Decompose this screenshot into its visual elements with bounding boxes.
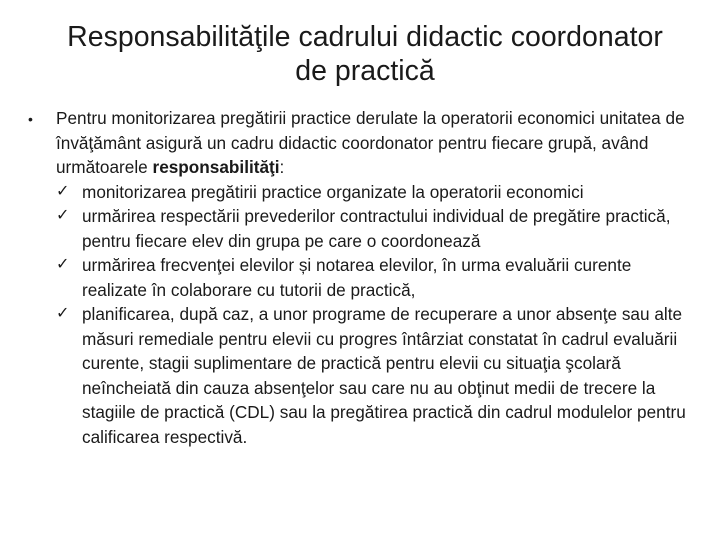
bullet-intro-text: [56, 106, 696, 180]
responsibility-item: [56, 253, 696, 302]
checkmark-icon: ✓: [56, 182, 70, 200]
responsibility-item: [56, 302, 696, 449]
responsibility-text: monitorizarea pregătirii practice organizate la operatorii economici: [82, 181, 584, 202]
slide-title: [40, 20, 690, 88]
responsibility-list: [28, 180, 696, 450]
bullet-item: [28, 106, 696, 180]
intro-text-end: :: [279, 157, 285, 177]
slide-body: [28, 106, 696, 449]
responsibility-item: [56, 180, 696, 205]
checkmark-icon: ✓: [56, 256, 70, 273]
intro-text-bold: responsabilităţi: [152, 157, 280, 177]
slide-title-line-1: Responsabilităţile cadrului didactic coordonator: [67, 21, 663, 53]
bullet-dot-icon: •: [28, 111, 33, 127]
checkmark-icon: ✓: [56, 305, 70, 322]
responsibility-text: planificarea, după caz, a unor programe de recuperare a unor absenţe sau alte măsuri remediale pentru elevii cu progres întârziat constatat în cadrul evaluării curente, stagii suplimentare de practică pentru elevii cu situaţia şcolară neîncheiată din cauza absenţelor sau care nu au obţinut medii de trecere la stagiile de practică (CDL) sau la pregătirea practică din cadrul modulelor pentru calificarea respectivă.: [82, 304, 686, 447]
responsibility-text: urmărirea frecvenţei elevilor și notarea elevilor, în urma evaluării curente realizate în colaborare cu tutorii de practică,: [82, 255, 632, 300]
checkmark-icon: ✓: [56, 207, 70, 224]
intro-text-start: Pentru monitorizarea pregătirii practice derulate la operatorii economici unitatea de învăţământ asigură un cadru didactic coordonator pentru fiecare grupă, având următoarele: [56, 108, 685, 177]
responsibility-text: urmărirea respectării prevederilor contractului individual de pregătire practică, pentru fiecare elev din grupa pe care o coordonează: [82, 206, 671, 251]
slide-title-line-2: de practică: [295, 55, 435, 87]
responsibility-item: [56, 204, 696, 253]
